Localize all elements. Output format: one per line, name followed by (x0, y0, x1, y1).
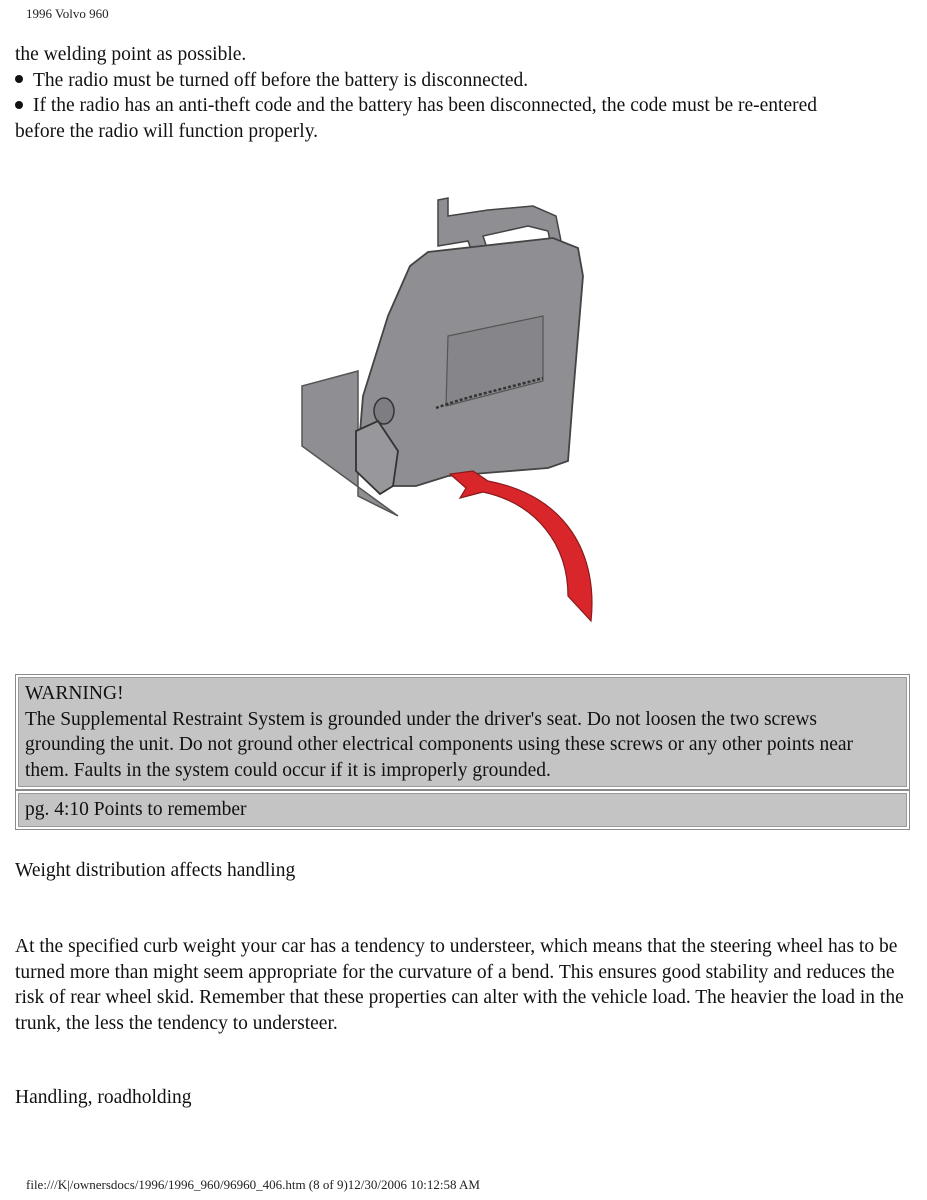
bullet-icon (15, 75, 23, 83)
document-header: 1996 Volvo 960 (26, 6, 109, 21)
bullet-text: If the radio has an anti-theft code and the battery has been disconnected, the code must be re-entered (33, 95, 817, 116)
section-body-weight: At the specified curb weight your car has a tendency to understeer, which means that the steering wheel has to be turned more than might seem appropriate for the curvature of a bend. This ensures good stability and reduces the risk of rear wheel skid. Remember that these properties can alter with the vehicle load. The heavier the load in the trunk, the less the tendency to understeer. (15, 936, 904, 1034)
bullet-item (15, 93, 910, 119)
bullet-text: The radio must be turned off before the battery is disconnected. (33, 69, 529, 91)
section-heading-weight: Weight distribution affects handling (15, 860, 296, 881)
section-heading-handling: Handling, roadholding (15, 1087, 192, 1108)
seat-illustration (298, 196, 598, 626)
seat-illustration-svg (298, 196, 598, 626)
intro-line: the welding point as possible. (15, 44, 247, 65)
warning-title: WARNING! (25, 683, 124, 704)
document-footer: file:///K|/ownersdocs/1996/1996_960/96960_406.htm (8 of 9)12/30/2006 10:12:58 AM (26, 1177, 480, 1192)
warning-box (15, 674, 910, 790)
warning-box-inner (18, 677, 907, 787)
red-arrow-shape (450, 471, 592, 621)
bullet-icon (15, 101, 23, 109)
page-ref-text: pg. 4:10 Points to remember (18, 793, 907, 827)
recline-knob-shape (374, 398, 394, 424)
bullet-continuation: before the radio will function properly. (15, 120, 319, 142)
warning-text: The Supplemental Restraint System is grounded under the driver's seat. Do not loosen the two screws grounding the unit. Do not ground other electrical components using these screws or any other points near them. Faults in the system could occur if it is improperly grounded. (25, 708, 854, 781)
bullet-item (15, 68, 910, 94)
page-ref-box (15, 790, 910, 830)
intro-block (15, 42, 910, 144)
